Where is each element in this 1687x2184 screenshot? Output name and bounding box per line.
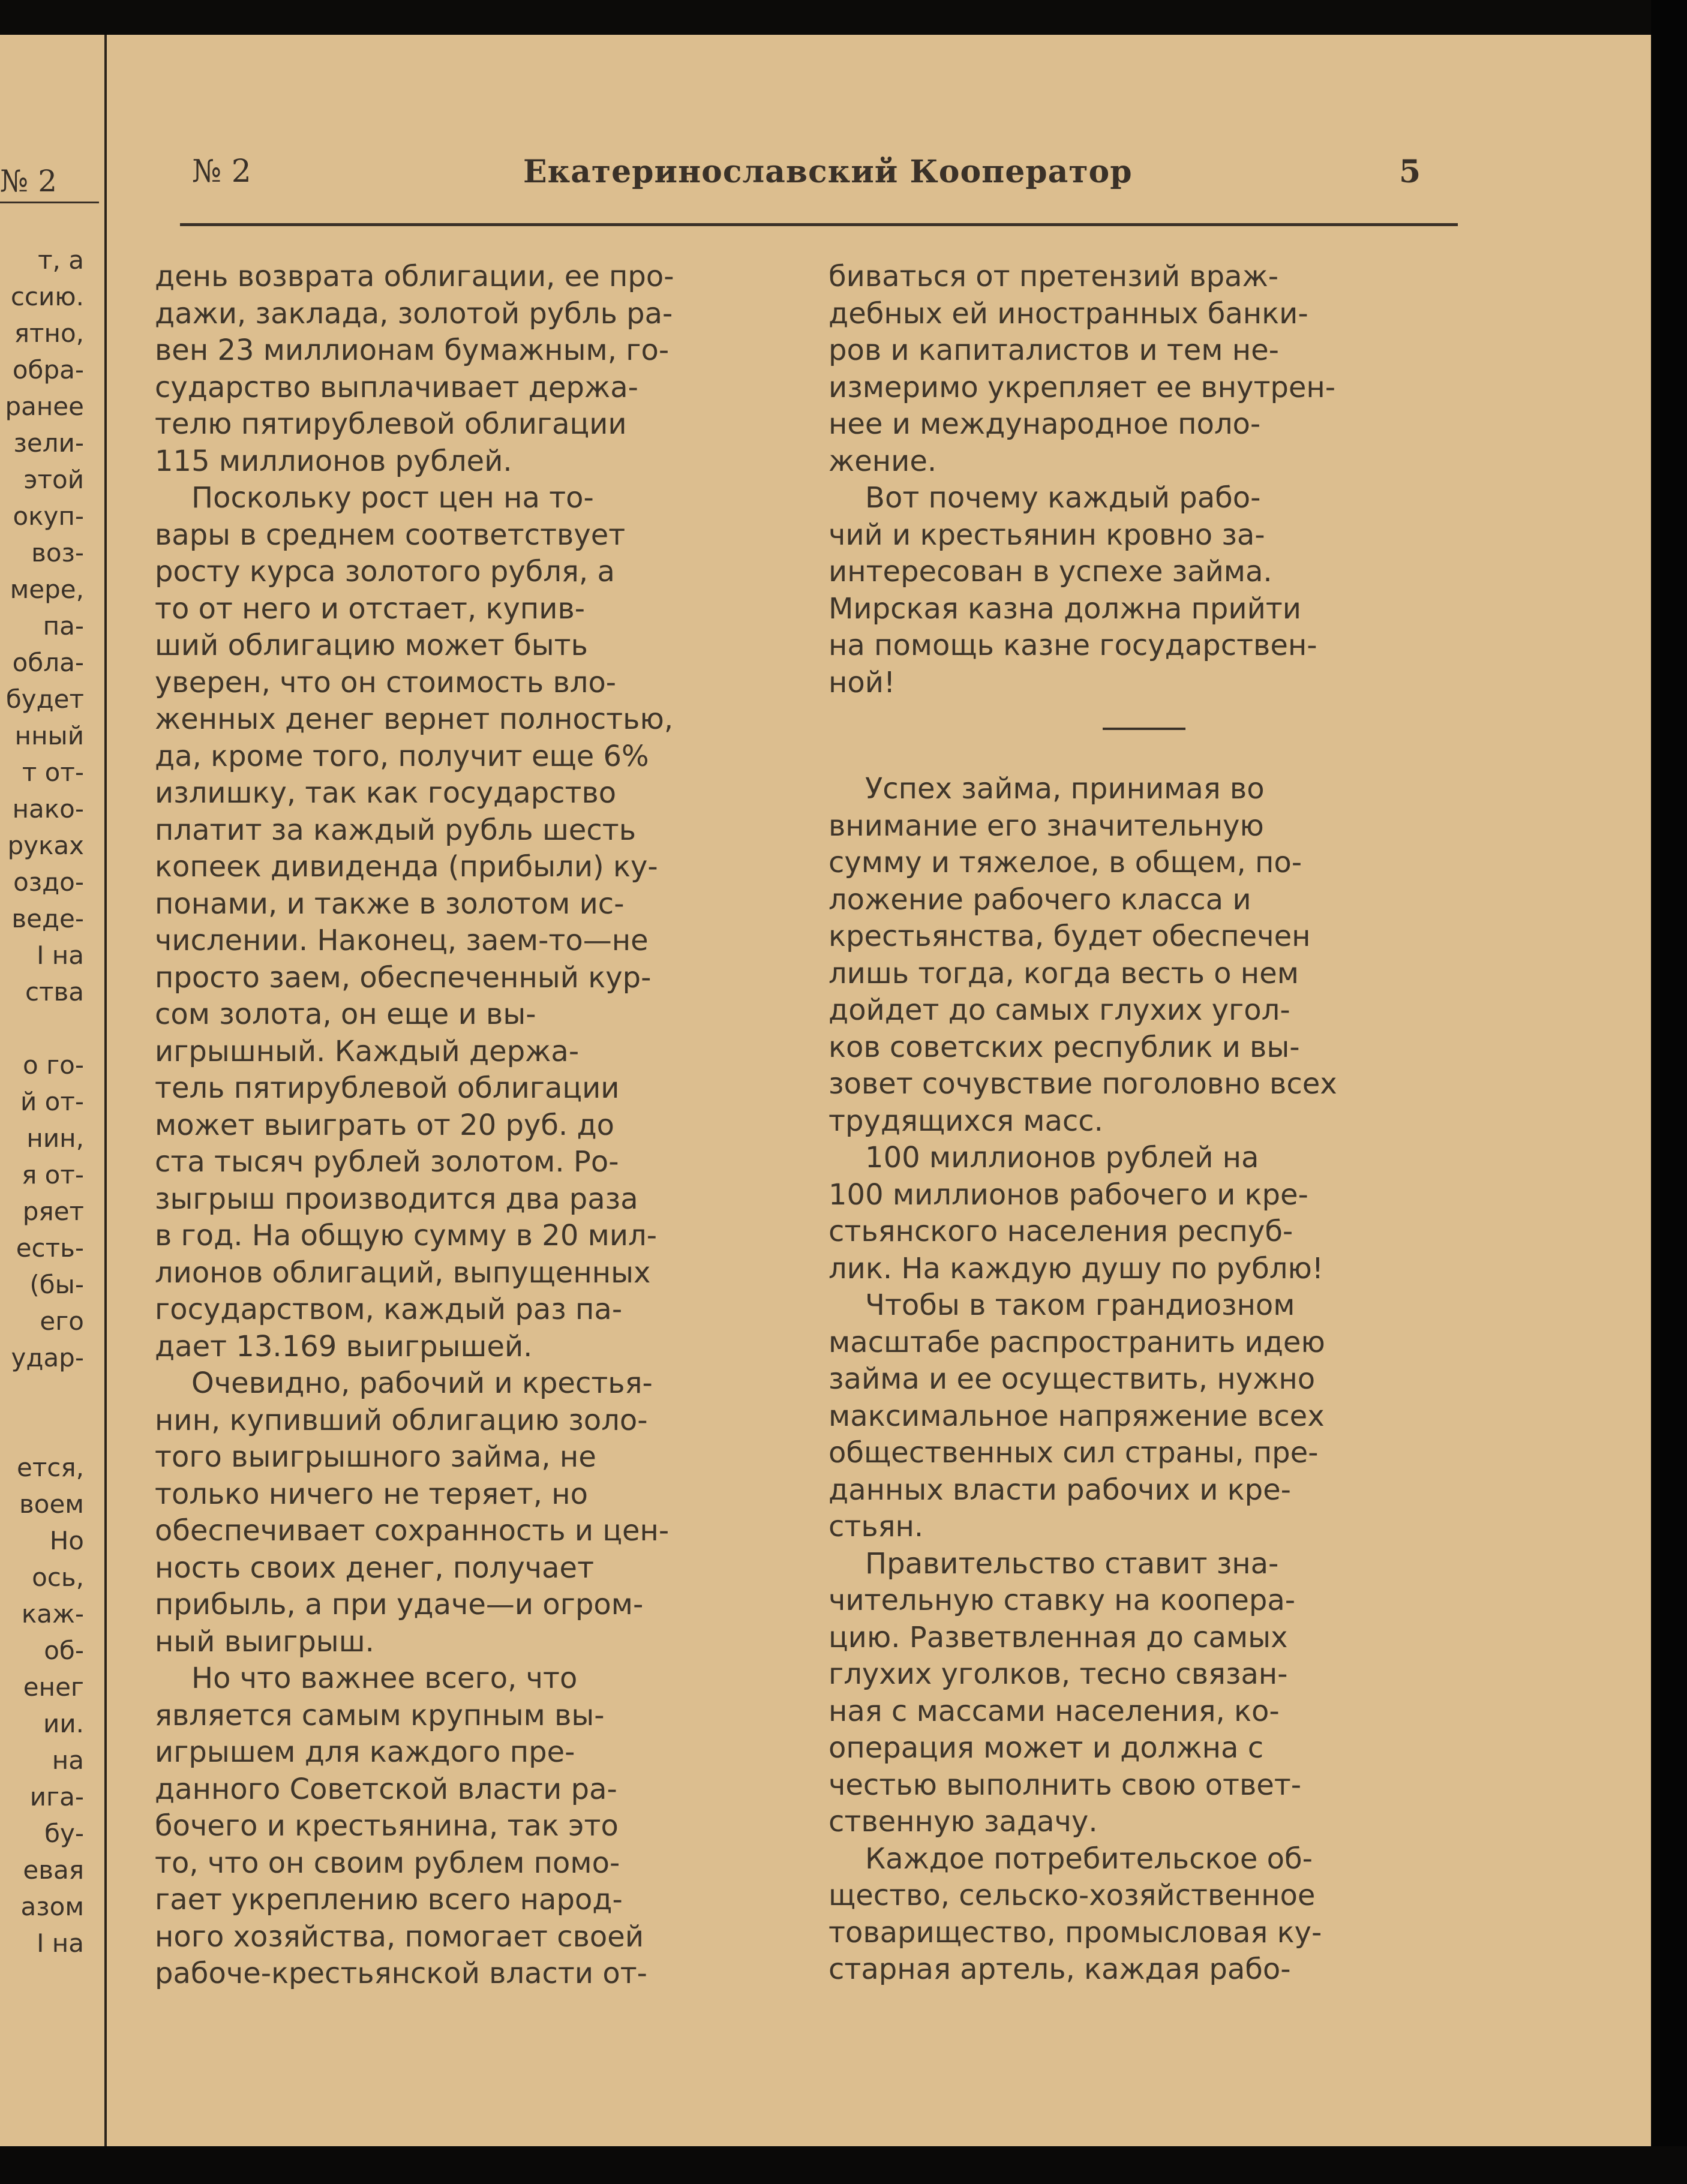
text-line: интересован в успехе займа. bbox=[829, 555, 1272, 588]
text-line: лионов облигаций, выпущенных bbox=[155, 1255, 651, 1290]
text-line: трудящихся масс. bbox=[829, 1104, 1103, 1138]
text-line: женных денег вернет полностью, bbox=[155, 702, 674, 736]
text-line: числении. Наконец, заем-то—не bbox=[155, 924, 649, 957]
text-line: сом золота, он еще и вы- bbox=[155, 998, 536, 1031]
text-line: I на bbox=[37, 1928, 84, 1958]
text-line: дойдет до самых глухих угол- bbox=[829, 993, 1290, 1027]
text-line: Мирская казна должна прийти bbox=[829, 591, 1301, 626]
text-line: того выигрышного займа, не bbox=[155, 1440, 596, 1474]
text-line: щество, сельско-хозяйственное bbox=[829, 1879, 1316, 1912]
issue-number: № 2 bbox=[192, 154, 251, 190]
text-line: игрышем для каждого пре- bbox=[155, 1735, 575, 1769]
text-line: ства bbox=[25, 977, 84, 1007]
text-line: росту курса золотого рубля, а bbox=[155, 555, 615, 588]
text-line: азом bbox=[20, 1892, 84, 1921]
text-line: ков советских республик и вы- bbox=[829, 1030, 1300, 1064]
text-line: руках bbox=[7, 831, 84, 860]
text-line: ста тысяч рублей золотом. Ро- bbox=[155, 1145, 619, 1179]
section-spacer bbox=[829, 701, 1452, 771]
text-line: внимание его значительную bbox=[829, 809, 1264, 843]
text-line: старная артель, каждая рабо- bbox=[829, 1952, 1291, 1986]
text-line: чий и крестьянин кровно за- bbox=[829, 518, 1265, 552]
page-fold bbox=[104, 35, 107, 2146]
text-line: т от- bbox=[22, 758, 84, 787]
text-line: бу- bbox=[44, 1819, 84, 1848]
text-line: ность своих денег, получает bbox=[155, 1551, 595, 1585]
text-line: гает укреплению всего народ- bbox=[155, 1883, 623, 1916]
text-line: ранее bbox=[5, 392, 84, 421]
text-line: окуп- bbox=[13, 501, 84, 531]
text-line: только ничего не теряет, но bbox=[155, 1477, 588, 1511]
text-line: ятно, bbox=[14, 319, 84, 348]
section-separator bbox=[1103, 728, 1185, 730]
text-line: зели- bbox=[13, 428, 84, 458]
text-line: данного Советской власти ра- bbox=[155, 1772, 617, 1806]
text-line: нее и международное поло- bbox=[829, 407, 1261, 441]
text-line: нако- bbox=[12, 794, 84, 824]
text-line: енег bbox=[23, 1672, 84, 1702]
text-line: обла- bbox=[12, 648, 84, 677]
text-line: ный выигрыш. bbox=[155, 1624, 374, 1659]
text-line: масштабе распространить идею bbox=[829, 1325, 1325, 1359]
text-line: Правительство ставит зна- bbox=[829, 1546, 1279, 1581]
text-line: сумму и тяжелое, в общем, по- bbox=[829, 846, 1302, 879]
text-line: I на bbox=[37, 941, 84, 970]
text-line: Вот почему каждый рабо- bbox=[829, 481, 1261, 515]
text-line: па- bbox=[43, 611, 84, 641]
text-line: стьянского населения респуб- bbox=[829, 1215, 1293, 1248]
left-page-text-fragment bbox=[0, 242, 84, 1961]
text-line: то от него и отстает, купив- bbox=[155, 591, 586, 626]
text-line: ложение рабочего класса и bbox=[829, 882, 1251, 917]
text-line: биваться от претензий враж- bbox=[829, 260, 1279, 293]
text-line: ется, bbox=[16, 1453, 84, 1482]
scan-border-bottom bbox=[0, 2146, 1687, 2184]
text-line: 100 миллионов рублей на bbox=[829, 1141, 1259, 1174]
text-line: обра- bbox=[12, 355, 84, 384]
text-line: Каждое потребительское об- bbox=[829, 1841, 1313, 1876]
text-line: нин, bbox=[26, 1123, 84, 1153]
text-line: копеек дивиденда (прибыли) ку- bbox=[155, 850, 658, 884]
text-line: честью выполнить свою ответ- bbox=[829, 1768, 1302, 1802]
text-line: понами, и также в золотом ис- bbox=[155, 887, 625, 921]
text-line: государством, каждый раз па- bbox=[155, 1293, 623, 1326]
text-line: зовет сочувствие поголовно всех bbox=[829, 1067, 1337, 1101]
left-page-issue-number: № 2 bbox=[0, 164, 58, 199]
text-line: мере, bbox=[10, 575, 84, 604]
text-line: лишь тогда, когда весть о нем bbox=[829, 956, 1299, 990]
text-line: ось, bbox=[32, 1563, 84, 1592]
text-line: 100 миллионов рабочего и кре- bbox=[829, 1177, 1308, 1212]
text-line: Поскольку рост цен на то- bbox=[155, 481, 594, 515]
text-line: дебных ей иностранных банки- bbox=[829, 296, 1308, 331]
text-line: максимальное напряжение всех bbox=[829, 1399, 1325, 1433]
text-line: его bbox=[40, 1306, 84, 1336]
text-line: ственную задачу. bbox=[829, 1805, 1098, 1838]
text-line: жение. bbox=[829, 444, 937, 478]
newspaper-page bbox=[0, 35, 1651, 2146]
text-line: рабоче-крестьянской власти от- bbox=[155, 1957, 647, 1990]
text-line: на помощь казне государствен- bbox=[829, 629, 1317, 662]
text-line: товарищество, промысловая ку- bbox=[829, 1915, 1322, 1949]
text-line: обеспечивает сохранность и цен- bbox=[155, 1514, 670, 1548]
text-line: воз- bbox=[31, 538, 84, 567]
header-rule bbox=[180, 223, 1458, 226]
text-line: данных власти рабочих и кре- bbox=[829, 1473, 1291, 1507]
text-line: я от- bbox=[22, 1160, 84, 1189]
text-line: в год. На общую сумму в 20 мил- bbox=[155, 1219, 658, 1252]
text-line: т, а bbox=[38, 245, 84, 275]
text-line: займа и ее осуществить, нужно bbox=[829, 1362, 1316, 1396]
text-line: этой bbox=[23, 465, 84, 494]
text-line: глухих уголков, тесно связан- bbox=[829, 1657, 1288, 1691]
page-number: 5 bbox=[1399, 154, 1421, 190]
text-line: Чтобы в таком грандиозном bbox=[829, 1288, 1295, 1322]
text-line: ига- bbox=[29, 1782, 84, 1812]
text-line: будет bbox=[5, 684, 84, 714]
text-line bbox=[0, 1413, 84, 1449]
text-line: Очевидно, рабочий и крестья- bbox=[155, 1366, 653, 1400]
text-line: то, что он своим рублем помо- bbox=[155, 1846, 620, 1880]
article-column-2 bbox=[829, 259, 1452, 1988]
text-line: удар- bbox=[11, 1343, 84, 1372]
text-line: излишку, так как государство bbox=[155, 776, 617, 810]
text-line: зыгрыш производится два раза bbox=[155, 1182, 638, 1216]
text-line: просто заем, обеспеченный кур- bbox=[155, 960, 652, 995]
text-line: веде- bbox=[11, 904, 84, 933]
text-line: оздо- bbox=[13, 867, 84, 897]
text-line: дает 13.169 выигрышей. bbox=[155, 1329, 533, 1363]
text-line: ссию. bbox=[10, 282, 84, 311]
text-line: ший облигацию может быть bbox=[155, 629, 588, 662]
text-line: Но bbox=[49, 1526, 84, 1555]
text-line: ряет bbox=[22, 1197, 84, 1226]
text-line: 115 миллионов рублей. bbox=[155, 444, 512, 478]
text-line: может выиграть от 20 руб. до bbox=[155, 1108, 615, 1142]
text-line: цию. Разветвленная до самых bbox=[829, 1620, 1288, 1654]
text-line bbox=[0, 1010, 84, 1047]
text-line: тель пятирублевой облигации bbox=[155, 1071, 620, 1105]
article-column-1 bbox=[155, 259, 779, 1993]
text-line: операция может и должна с bbox=[829, 1731, 1264, 1765]
text-line: й от- bbox=[20, 1087, 84, 1116]
newspaper-title: Екатеринославский Кооператор bbox=[523, 154, 1133, 190]
text-line: ной! bbox=[829, 665, 896, 699]
text-line: телю пятирублевой облигации bbox=[155, 407, 627, 441]
text-line: ного хозяйства, помогает своей bbox=[155, 1919, 644, 1954]
text-line: измеримо укрепляет ее внутрен- bbox=[829, 370, 1336, 404]
text-line: о го- bbox=[23, 1050, 84, 1080]
text-line: нин, купивший облигацию золо- bbox=[155, 1403, 648, 1437]
text-line: вары в среднем соответствует bbox=[155, 518, 626, 552]
text-line bbox=[0, 1376, 84, 1413]
text-line: об- bbox=[44, 1636, 84, 1665]
text-line: платит за каждый рубль шесть bbox=[155, 813, 637, 847]
text-line: крестьянства, будет обеспечен bbox=[829, 920, 1311, 953]
text-line: ная с массами населения, ко- bbox=[829, 1694, 1280, 1728]
text-line: нный bbox=[14, 721, 84, 750]
text-line: бочего и крестьянина, так это bbox=[155, 1809, 619, 1843]
text-line: чительную ставку на коопера- bbox=[829, 1584, 1296, 1617]
text-line: вен 23 миллионам бумажным, го- bbox=[155, 334, 670, 367]
text-line: сударство выплачивает держа- bbox=[155, 370, 638, 404]
text-line: есть- bbox=[16, 1233, 84, 1263]
text-line: является самым крупным вы- bbox=[155, 1698, 605, 1732]
text-line: прибыль, а при удаче—и огром- bbox=[155, 1588, 644, 1621]
text-line: стьян. bbox=[829, 1510, 924, 1543]
text-line: день возврата облигации, ее про- bbox=[155, 260, 674, 293]
text-line: уверен, что он стоимость вло- bbox=[155, 665, 617, 699]
text-line: евая bbox=[23, 1855, 84, 1885]
left-page-header-rule bbox=[0, 202, 99, 203]
text-line: Успех займа, принимая во bbox=[829, 772, 1265, 806]
text-line: (бы- bbox=[29, 1270, 84, 1299]
text-line: воем bbox=[19, 1489, 84, 1519]
text-line: игрышный. Каждый держа- bbox=[155, 1034, 580, 1068]
text-line: общественных сил страны, пре- bbox=[829, 1436, 1319, 1470]
text-line: да, кроме того, получит еще 6% bbox=[155, 739, 649, 773]
text-line: Но что важнее всего, что bbox=[155, 1662, 578, 1695]
text-line: дажи, заклада, золотой рубль ра- bbox=[155, 296, 673, 331]
text-line: на bbox=[52, 1746, 84, 1775]
text-line: ии. bbox=[43, 1709, 84, 1738]
text-line: ров и капиталистов и тем не- bbox=[829, 334, 1279, 367]
scan-border-right bbox=[1651, 0, 1687, 2184]
text-line: лик. На каждую душу по рублю! bbox=[829, 1251, 1324, 1285]
text-line: каж- bbox=[21, 1599, 84, 1629]
